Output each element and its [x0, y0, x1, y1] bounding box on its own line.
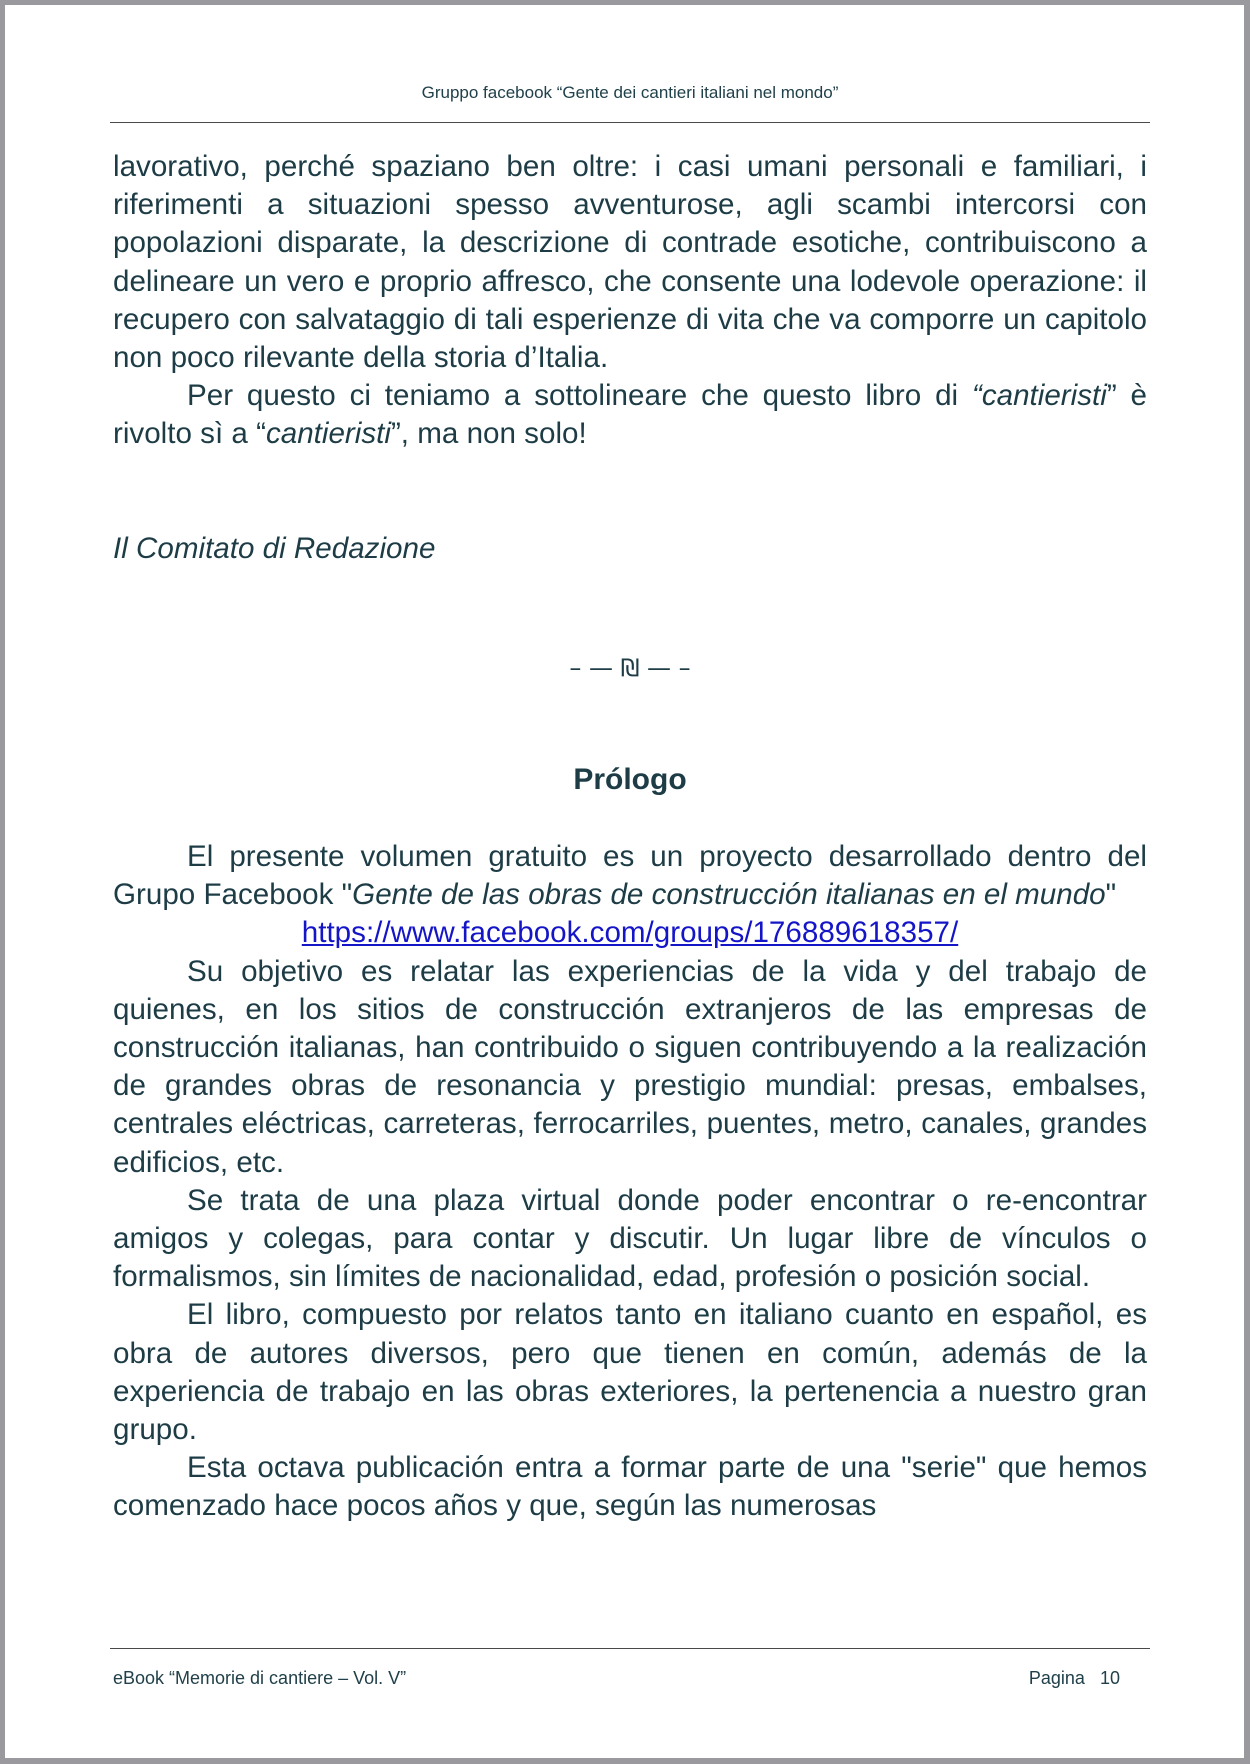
intro-p2-text-1: Per questo ci teniamo a sottolineare che questo libro di [187, 379, 972, 413]
facebook-link-line [113, 914, 1147, 952]
page-label: Pagina [1028, 1668, 1085, 1688]
prologue-paragraph-5: Esta octava publicación entra a formar parte de una "serie" que hemos comenzado hace pocos años y que, según las numerosas [113, 1451, 1147, 1523]
prologue-paragraph-4: El libro, compuesto por relatos tanto en italiano cuanto en español, es obra de autores diversos, pero que tienen en común, además de la experiencia de trabajo en las obras exteriores, la pertenencia a nuestro gran grupo. [113, 1298, 1147, 1447]
prologue-p1-text-1: El presente volumen gratuito es un proyecto desarrollado dentro del Grupo Facebook " [113, 840, 1147, 912]
prologue-p1-italic: Gente de las obras de construcción italianas en el mundo [352, 878, 1106, 912]
prologue-text [113, 838, 1147, 1526]
header-rule [110, 122, 1150, 123]
section-title: Prólogo [573, 763, 687, 796]
prologue-paragraph-1 [113, 838, 1147, 914]
intro-p2-italic-2: cantieristi [265, 417, 391, 451]
intro-p2-text-2: ” è rivolto sì a “ [113, 379, 1147, 451]
intro-paragraph-2 [113, 377, 1147, 453]
section-separator-ornament: – — ₪ — – [569, 654, 691, 682]
intro-paragraph-1: lavorativo, perché spaziano ben oltre: i casi umani personali e familiari, i riferimenti a situazioni spesso avventurose, agli scambi intercorsi con popolazioni disparate, la descrizione di contrade esotiche, contribuiscono a delineare un vero e proprio affresco, che consente una lodevole operazione: il recupero con salvataggio di tali esperienze di vita che va comporre un capitolo non poco rilevante della storia d’Italia. [113, 150, 1147, 375]
prologue-p1-text-2: " [1105, 878, 1117, 912]
running-footer-title: eBook “Memorie di cantiere – Vol. V” [113, 1668, 407, 1688]
prologue-paragraph-3: Se trata de una plaza virtual donde poder encontrar o re-encontrar amigos y colegas, para contar y discutir. Un lugar libre de vínculos o formalismos, sin límites de nacionalidad, edad, profesión o posición social. [113, 1183, 1147, 1294]
intro-p2-italic-1: “cantieristi [971, 379, 1107, 413]
signature: Il Comitato di Redazione [113, 532, 436, 565]
page-number-block [1029, 1667, 1120, 1689]
intro-p2-text-3: ”, ma non solo! [390, 417, 587, 451]
page-number: 10 [1099, 1668, 1120, 1688]
footer-rule [110, 1648, 1150, 1649]
running-header: Gruppo facebook “Gente dei cantieri italiani nel mondo” [421, 83, 839, 102]
facebook-group-link[interactable]: https://www.facebook.com/groups/176889618357/ [301, 916, 959, 950]
prologue-paragraph-2: Su objetivo es relatar las experiencias de la vida y del trabajo de quienes, en los sitios de construcción extranjeros de las empresas de construcción italianas, han contribuido o siguen contribuyendo a la realización de grandes obras de resonancia y prestigio mundial: presas, embalses, centrales eléctricas, carreteras, ferrocarriles, puentes, metro, canales, grandes edificios, etc. [113, 954, 1147, 1179]
intro-text [113, 148, 1147, 454]
